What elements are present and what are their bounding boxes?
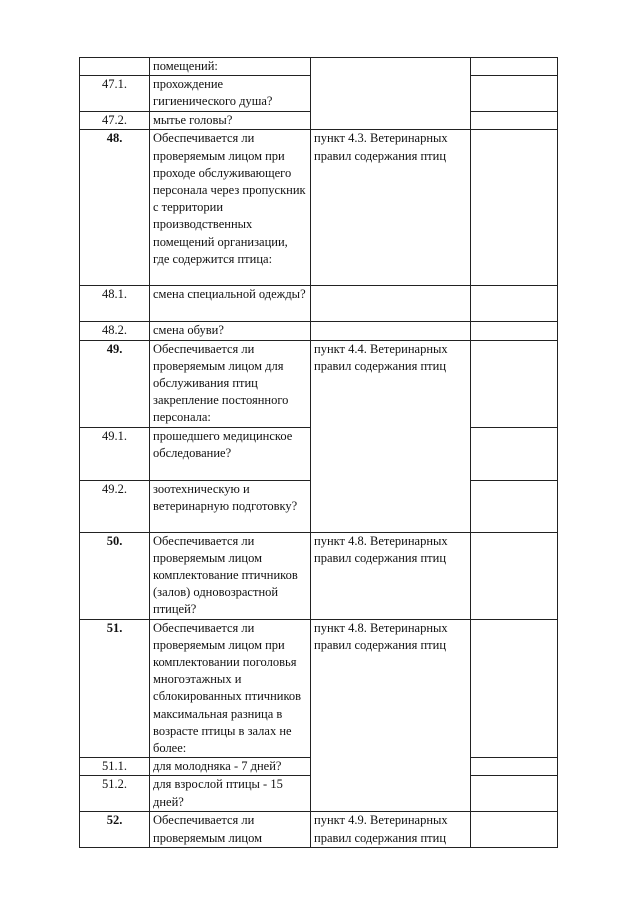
regulation-reference: пункт 4.3. Ветеринарных правил содержания птиц xyxy=(311,130,471,286)
regulation-reference xyxy=(311,322,471,340)
table-row xyxy=(80,130,558,286)
table-row xyxy=(80,812,558,848)
answer-cell xyxy=(471,776,558,812)
row-number: 48. xyxy=(80,130,150,286)
question-text: смена обуви? xyxy=(150,322,311,340)
row-number: 49.1. xyxy=(80,427,150,480)
question-text: смена специальной одежды? xyxy=(150,286,311,322)
row-number: 51.2. xyxy=(80,776,150,812)
row-number: 52. xyxy=(80,812,150,848)
answer-cell xyxy=(471,532,558,619)
answer-cell xyxy=(471,286,558,322)
question-text: Обеспечивается ли проверяемым лицом комплектование птичников (залов) одновозрастной птицей? xyxy=(150,532,311,619)
row-number: 49.2. xyxy=(80,480,150,532)
regulation-reference: пункт 4.9. Ветеринарных правил содержания птиц xyxy=(311,812,471,848)
row-number: 48.2. xyxy=(80,322,150,340)
answer-cell xyxy=(471,322,558,340)
answer-cell xyxy=(471,812,558,848)
checklist-table xyxy=(79,57,558,848)
answer-cell xyxy=(471,112,558,130)
question-text: Обеспечивается ли проверяемым лицом для обслуживания птиц закрепление постоянного персонала: xyxy=(150,340,311,427)
row-number: 50. xyxy=(80,532,150,619)
answer-cell xyxy=(471,480,558,532)
answer-cell xyxy=(471,619,558,758)
regulation-reference: пункт 4.4. Ветеринарных правил содержания птиц xyxy=(311,340,471,532)
question-text: для взрослой птицы - 15 дней? xyxy=(150,776,311,812)
row-number: 51. xyxy=(80,619,150,758)
regulation-reference xyxy=(311,286,471,322)
table-row xyxy=(80,322,558,340)
answer-cell xyxy=(471,58,558,76)
table-row xyxy=(80,286,558,322)
answer-cell xyxy=(471,76,558,112)
question-text: зоотехническую и ветеринарную подготовку? xyxy=(150,480,311,532)
row-number xyxy=(80,58,150,76)
row-number: 47.2. xyxy=(80,112,150,130)
question-text: для молодняка - 7 дней? xyxy=(150,758,311,776)
question-text: прохождение гигиенического душа? xyxy=(150,76,311,112)
row-number: 49. xyxy=(80,340,150,427)
table-row xyxy=(80,619,558,758)
question-text: мытье головы? xyxy=(150,112,311,130)
regulation-reference: пункт 4.8. Ветеринарных правил содержания птиц xyxy=(311,532,471,619)
answer-cell xyxy=(471,130,558,286)
regulation-reference: пункт 4.8. Ветеринарных правил содержания птиц xyxy=(311,619,471,812)
question-text: помещений: xyxy=(150,58,311,76)
table-row xyxy=(80,58,558,76)
question-text: прошедшего медицинское обследование? xyxy=(150,427,311,480)
regulation-reference xyxy=(311,58,471,130)
question-text: Обеспечивается ли проверяемым лицом при комплектовании поголовья многоэтажных и сблокированных птичников максимальная разница в возрасте птицы в залах не более: xyxy=(150,619,311,758)
table-row xyxy=(80,340,558,427)
question-text: Обеспечивается ли проверяемым лицом xyxy=(150,812,311,848)
answer-cell xyxy=(471,758,558,776)
table-row xyxy=(80,532,558,619)
answer-cell xyxy=(471,340,558,427)
row-number: 51.1. xyxy=(80,758,150,776)
row-number: 48.1. xyxy=(80,286,150,322)
row-number: 47.1. xyxy=(80,76,150,112)
answer-cell xyxy=(471,427,558,480)
question-text: Обеспечивается ли проверяемым лицом при проходе обслуживающего персонала через пропускник с территории производственных помещений организации, где содержится птица: xyxy=(150,130,311,286)
